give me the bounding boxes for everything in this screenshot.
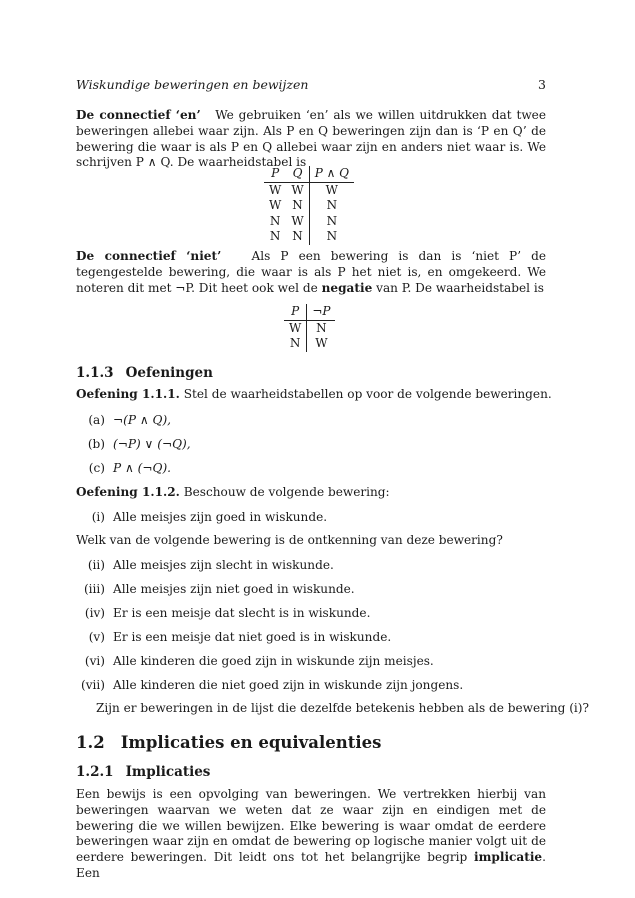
term-negatie: negatie <box>321 280 373 295</box>
item-label: (ii) <box>87 558 105 572</box>
item-text: Alle kinderen die goed zijn in wiskunde zijn meisjes. <box>113 654 434 668</box>
item-label: (vi) <box>84 654 105 668</box>
heading-niet: De connectief ‘niet’ <box>76 249 222 263</box>
truth-table-not <box>284 304 335 352</box>
table-cell: W <box>291 182 304 197</box>
table-cell: N <box>289 336 301 350</box>
table-header: P ∧ Q <box>309 166 354 182</box>
item-label: (b) <box>87 437 105 451</box>
exercise-label: Oefening 1.1.2. <box>76 485 180 499</box>
list-item <box>80 436 191 452</box>
section-number: 1.1.3 <box>76 365 114 381</box>
section-number: 1.2 <box>76 733 105 752</box>
page-number: 3 <box>538 77 546 92</box>
list-item <box>80 605 370 621</box>
truth-table-and <box>264 166 354 245</box>
exercise-112 <box>76 485 390 499</box>
table-header: P <box>264 166 286 182</box>
exercise-text: Stel de waarheidstabellen op voor de volgende beweringen. <box>183 387 552 401</box>
section-title: Implicaties en equivalenties <box>120 733 382 752</box>
item-text: P ∧ (¬Q). <box>113 461 172 475</box>
table-cell: W <box>269 182 282 197</box>
table-cell: W <box>289 320 302 335</box>
list-item <box>80 629 391 645</box>
section-number: 1.2.1 <box>76 764 114 780</box>
table-cell: N <box>292 229 303 243</box>
item-label: (a) <box>88 413 105 427</box>
text-implicaties-2: . Een <box>76 850 546 880</box>
heading-en: De connectief ‘en’ <box>76 108 201 122</box>
list-item <box>80 557 334 573</box>
item-label: (c) <box>88 461 105 475</box>
text-niet-1: Als P een bewering is dan is ‘niet P’ de tegengestelde bewering, die waar is als P het niet is, en omgekeerd. We noteren dit met ¬P. Dit heet ook wel de <box>76 249 546 295</box>
table-row <box>284 320 335 336</box>
table-row <box>264 182 354 198</box>
term-implicatie: implicatie <box>474 850 543 865</box>
section-heading-113 <box>76 365 213 381</box>
table-cell: W <box>291 213 304 228</box>
table-cell: N <box>309 229 354 245</box>
item-text: Alle meisjes zijn niet goed in wiskunde. <box>113 582 355 596</box>
item-text: Alle meisjes zijn goed in wiskunde. <box>113 510 328 524</box>
section-heading-121 <box>76 764 210 780</box>
item-text: Er is een meisje dat niet goed is in wiskunde. <box>113 630 392 644</box>
table-header: Q <box>286 166 309 182</box>
list-item <box>80 412 171 428</box>
running-header <box>76 77 546 92</box>
item-text: (¬P) ∨ (¬Q), <box>113 437 191 451</box>
item-label: (v) <box>88 630 105 644</box>
item-text: Alle kinderen die niet goed zijn in wiskunde zijn jongens. <box>113 678 464 692</box>
table-cell: N <box>309 198 354 214</box>
text-implicaties-1: Een bewijs is een opvolging van beweringen. We vertrekken hierbij van beweringen waarvan we weten dat ze waar zijn en eindigen met de bewering die we willen bewijzen. Elke bewering is waar omdat de eerdere beweringen waar zijn en omdat de bewering op logische manier volgt uit de eerdere beweringen. Dit leidt ons tot het belangrijke begrip <box>76 787 546 865</box>
exercise-question: Welk van de volgende bewering is de ontkenning van deze bewering? <box>76 533 503 547</box>
text-niet-2: van P. De waarheidstabel is <box>376 280 544 295</box>
header-title: Wiskundige beweringen en bewijzen <box>76 77 309 92</box>
table-row <box>264 214 354 230</box>
list-item <box>80 653 434 669</box>
text-en: We gebruiken ‘en’ als we willen uitdrukken dat twee beweringen allebei waar zijn. Als P en Q beweringen zijn dan is ‘P en Q’ de bewering die waar is als P en Q allebei waar zijn en anders niet waar is. We schrijven P ∧ Q. De waarheidstabel is <box>76 108 546 170</box>
item-text: Er is een meisje dat slecht is in wiskunde. <box>113 606 371 620</box>
exercise-text: Beschouw de volgende bewering: <box>183 485 390 499</box>
list-item <box>80 581 355 597</box>
item-text: Alle meisjes zijn slecht in wiskunde. <box>113 558 334 572</box>
exercise-label: Oefening 1.1.1. <box>76 387 180 401</box>
table-cell: W <box>309 182 354 198</box>
section-title: Implicaties <box>125 764 211 780</box>
table-cell: N <box>269 229 281 243</box>
item-label: (iii) <box>83 582 105 596</box>
table-row <box>264 198 354 214</box>
item-label: (i) <box>91 510 105 524</box>
table-cell: N <box>292 198 303 212</box>
table-cell: W <box>269 198 282 212</box>
exercise-final-question: Zijn er beweringen in de lijst die dezelfde betekenis hebben als de bewering (i)? <box>96 701 589 715</box>
table-row <box>264 229 354 245</box>
table-header: ¬P <box>307 304 336 320</box>
table-cell: N <box>307 320 336 336</box>
section-heading-12 <box>76 733 381 752</box>
table-cell: W <box>307 336 336 352</box>
item-label: (vii) <box>80 678 105 692</box>
exercise-111 <box>76 387 552 401</box>
table-cell: N <box>309 214 354 230</box>
list-item <box>80 460 171 476</box>
table-cell: N <box>269 213 281 228</box>
list-item <box>80 509 327 525</box>
item-text: ¬(P ∧ Q), <box>113 413 172 427</box>
table-header: P <box>284 304 307 320</box>
list-item <box>80 677 463 693</box>
paragraph-en <box>76 108 546 171</box>
table-row <box>284 336 335 352</box>
paragraph-niet <box>76 249 546 296</box>
section-title: Oefeningen <box>125 365 213 381</box>
item-label: (iv) <box>84 606 105 620</box>
paragraph-implicaties <box>76 787 546 882</box>
